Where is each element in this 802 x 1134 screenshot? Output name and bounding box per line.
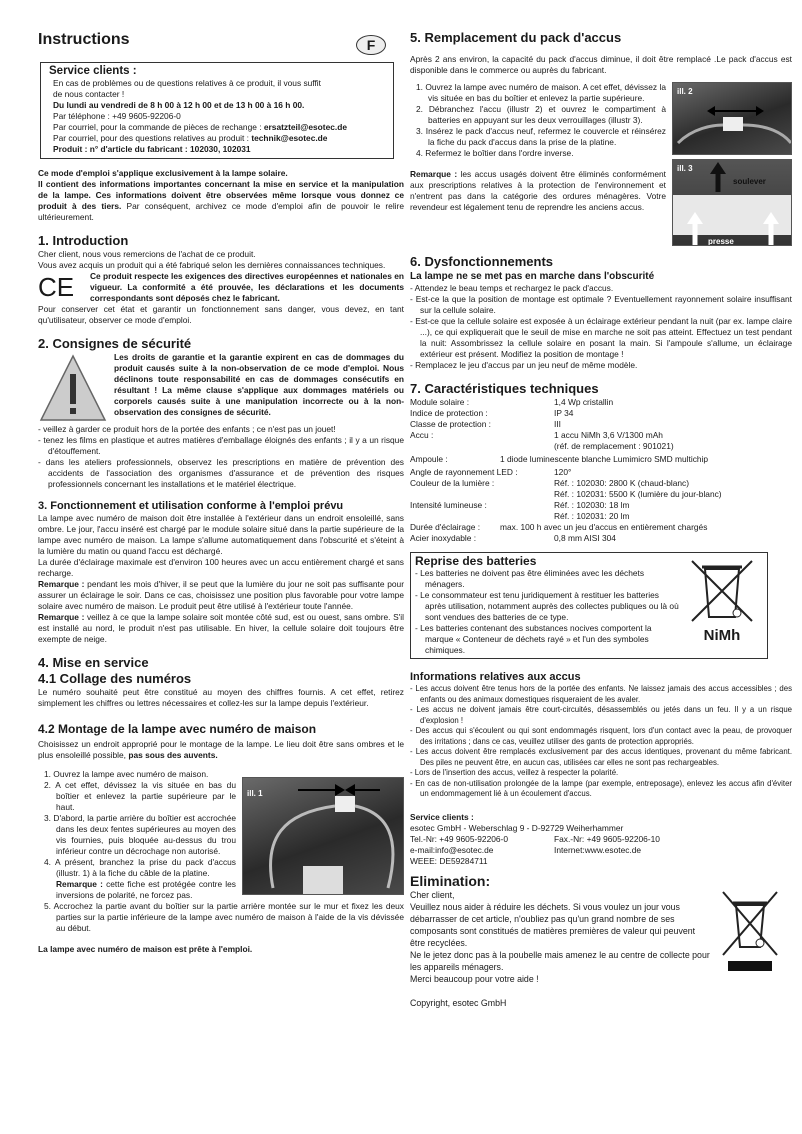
list-item: - En cas de non-utilisation prolongée de la lampe (par exemple, entreposage), enlevez les accus afin d'éviter un endommagement lié à un écoulement d'accus. xyxy=(410,778,792,798)
service-phone: Par téléphone : +49 9605-92206-0 xyxy=(53,111,181,121)
list-item: - Est-ce que la cellule solaire est exposée à un éclairage extérieur pendant la nuit (par ex. lampe claire ...), ce qui expliquerait que le seuil de mise en marche ne soit pas atteint. Effectuez un test pendant la nuit: Assombrissez la cellule solaire en posant la main. Si l'ampoule s'allume, un éclairage extérieur est présent. Modifiez la position de montage ! xyxy=(410,316,792,359)
spec-key: Module solaire : xyxy=(410,397,470,407)
spec-key: Ampoule : xyxy=(410,454,448,464)
spec-key: Acier inoxydable : xyxy=(410,533,477,543)
ready-text: La lampe avec numéro de maison est prête à l'emploi. xyxy=(38,944,253,954)
service-box xyxy=(40,62,394,159)
section-disposal: Elimination: xyxy=(410,872,491,889)
disposal-text: Ne le jetez donc pas à la poubelle mais amenez le au centre de collecte pour les appareils ménagers. xyxy=(410,949,710,972)
usage-text: La lampe avec numéro de maison doit être installée à l'extérieur dans un endroit ensoleillé, sans ombre. Le jour, l'accu inséré est chargé par le module solaire situé dans la partie supérieure de la lampe avec numéro de maison. La lampe s'allume automatiquement dans l'obscurité et s'éteint à la lumière du matin ou quand l'accu est déchargé. xyxy=(38,513,404,556)
service-heading: Service clients : xyxy=(49,65,137,77)
service-text: de nous contacter ! xyxy=(53,89,125,99)
list-item: - Le consommateur est tenu juridiquement à restituer les batteries après utilisation, notamment auprès des collectes publiques ou là où sont vendues des batteries de ce type. xyxy=(415,590,679,622)
copyright: Copyright, esotec GmbH xyxy=(410,997,507,1008)
spec-table xyxy=(410,397,792,544)
section-replace: 5. Remplacement du pack d'accus xyxy=(410,30,622,45)
disposal-text: Veuillez nous aider à réduire les déchets. Si vous voulez un jour vous débarrasser de cet article, n'oubliez pas qu'un grand nombre de ses composants sont constitués de matières premières de valeur qui peuvent être recyclées. xyxy=(410,901,696,948)
lift-label: soulever xyxy=(733,177,766,186)
step-item: 2. Débranchez l'accu (illustr 2) et ouvrez le compartiment à batteries en appuyant sur les deux verrouillages (illustr 3). xyxy=(416,104,666,125)
spec-key: Indice de protection : xyxy=(410,408,488,418)
list-item: - dans les ateliers professionnels, observez les prescriptions en matière de prévention des accidents de l'association des organismes d'assurance et de prévention des risques professionnels concernant les installations et le matériel électrique. xyxy=(38,457,404,489)
battery-heading: Reprise des batteries xyxy=(415,554,537,568)
intro-text: Pour conserver cet état et garantir un fonctionnement sans danger, vous devez, en tant qu'utilisateur, observer ce mode d'emploi. xyxy=(38,304,404,325)
list-item: - Les batteries ne doivent pas être éliminées avec les déchets ménagers. xyxy=(415,568,645,589)
section-trouble: 6. Dysfonctionnements xyxy=(410,254,554,269)
warning-triangle-icon xyxy=(38,352,108,424)
section-safety: 2. Consignes de sécurité xyxy=(38,336,192,351)
contact-heading: Service clients : xyxy=(410,811,474,822)
weee-number: WEEE: DE59284711 xyxy=(410,855,488,866)
spec-value: 120° xyxy=(554,467,572,477)
list-item: - Les accus ne doivent jamais être court-circuités, désassemblés ou jetés dans un feu. Il y a un risque d'explosion ! xyxy=(410,705,792,725)
step-item: 1. Ouvrez la lampe avec numéro de maison. A cet effet, dévissez la vis située en bas du boîtier et enlevez la partie supérieure. xyxy=(416,82,666,103)
service-text: En cas de problèmes ou de questions relatives à ce produit, il vous suffit xyxy=(53,78,321,88)
illustration-label: ill. 3 xyxy=(677,164,693,173)
usage-text: La durée d'éclairage maximale est d'environ 100 heures avec un accu entièrement chargé et sans recharge. xyxy=(38,557,404,578)
illustration-label: ill. 2 xyxy=(677,87,693,96)
spec-key: Angle de rayonnement LED : xyxy=(410,467,518,477)
step-item: 1. Ouvrez la lampe avec numéro de maison. xyxy=(44,769,209,779)
spec-value: 0,8 mm AISI 304 xyxy=(554,533,616,543)
step-item: 5. Accrochez la partie avant du boîtier sur la partie arrière montée sur le mur et fixez les deux parties sur la partie inférieure de la lampe avec numéro de maison à l'aide de la vis dévissée au début. xyxy=(44,901,404,933)
disposal-text: Cher client, xyxy=(410,889,455,900)
contact-block xyxy=(410,812,792,867)
section-introduction: 1. Introduction xyxy=(38,233,129,248)
section-usage: 3. Fonctionnement et utilisation conforme à l'emploi prévu xyxy=(38,500,344,512)
disposal-text: Merci beaucoup pour votre aide ! xyxy=(410,973,539,984)
illustration-1 xyxy=(242,777,404,895)
spec-key: Intensité lumineuse : xyxy=(410,500,487,510)
page-title: Instructions xyxy=(38,31,130,48)
note-label: Remarque : xyxy=(38,579,85,589)
step-item: 4. A présent, branchez la prise du pack d'accus (illustr. 1) à la fiche du câble de la platine. xyxy=(44,857,236,878)
list-item: - veillez à garder ce produit hors de la portée des enfants ; ce n'est pas un jouet! xyxy=(38,424,336,434)
spec-value: max. 100 h avec un jeu d'accus en entièrement chargés xyxy=(500,522,708,532)
section-specs: 7. Caractéristiques techniques xyxy=(410,381,599,396)
trouble-subheading: La lampe ne se met pas en marche dans l'obscurité xyxy=(410,271,655,282)
contact-website[interactable]: Internet:www.esotec.de xyxy=(554,844,642,855)
spec-value: Réf. : 102031: 20 lm xyxy=(554,511,630,521)
spec-value: 1 accu NiMh 3,6 V/1300 mAh xyxy=(554,430,663,440)
spec-key: Accu : xyxy=(410,430,434,440)
mail-label: Par courriel, pour la commande de pièces de rechange : xyxy=(53,122,264,132)
preface-text: Par conséquent, archivez ce mode d'emploi afin de pouvoir le relire ultérieurement. xyxy=(38,201,404,222)
intro-text: Cher client, nous vous remercions de l'achat de ce produit. xyxy=(38,249,256,259)
list-item: - tenez les films en plastique et autres matières d'emballage éloignés des enfants ; il y a un risque d'étouffement. xyxy=(38,435,404,456)
list-item: - Est-ce la que la position de montage est optimale ? Eventuellement rayonnement solaire insuffisant sur la cellule solaire. xyxy=(410,294,792,315)
spec-value: Réf. : 102030: 18 lm xyxy=(554,500,630,510)
nimh-symbol: NiMh xyxy=(703,627,741,644)
preface-bold: Il contient des informations importantes concernant la mise en service et la manipulation de la lampe. Ces informations doivent être observées même lorsque vous donnez ce produit à des tiers. xyxy=(38,179,404,211)
section-setup: 4. Mise en service xyxy=(38,655,149,670)
connector-arrows-icon xyxy=(243,778,404,895)
spec-value: (réf. de remplacement : 901021) xyxy=(554,441,674,451)
spec-value: Réf. : 102030: 2800 K (chaud-blanc) xyxy=(554,478,690,488)
step-item: 3. D'abord, la partie arrière du boîtier est accrochée dans les deux fentes supérieures au moyen des vis fournies, puis bloquée au-dessus du trou inférieur contre un décrochage non autorisé. xyxy=(44,813,236,856)
mail-label: Par courriel, pour des questions relatives au produit : xyxy=(53,133,252,143)
subsection-mounting: 4.2 Montage de la lampe avec numéro de maison xyxy=(38,722,317,736)
spec-key: Couleur de la lumière : xyxy=(410,478,495,488)
spec-value: 1 diode luminescente blanche Lumimicro SMD multichip xyxy=(500,454,709,464)
crossed-bin-icon xyxy=(687,555,757,625)
technical-email[interactable]: technik@esotec.de xyxy=(251,133,328,143)
list-item: - Attendez le beau temps et rechargez le pack d'accus. xyxy=(410,283,614,293)
usage-note: veillez à ce que la lampe solaire soit montée côté sud, est ou ouest, sans ombre. S'il est installé au nord, le produit n'est pas utilisable. En hiver, la cellule solaire doit toujours être exempte de neige. xyxy=(38,612,404,644)
language-badge: F xyxy=(356,35,386,55)
preface-bold: Ce mode d'emploi s'applique exclusivement à la lampe solaire. xyxy=(38,168,288,178)
step-item: 2. A cet effet, dévissez la vis située en bas du boîtier et enlevez la partie supérieure par le haut. xyxy=(44,780,236,812)
setup-bold: pas sous des auvents. xyxy=(128,750,218,760)
note-label: Remarque : xyxy=(38,612,85,622)
contact-address: esotec GmbH - Weberschlag 9 - D-92729 Weiherhammer xyxy=(410,822,624,833)
spec-value: IP 34 xyxy=(554,408,574,418)
spec-value: III xyxy=(554,419,561,429)
illustration-2 xyxy=(672,82,792,155)
spec-key xyxy=(410,489,554,500)
weee-bin-icon xyxy=(720,887,780,977)
note-label: Remarque : xyxy=(56,879,103,889)
note-label: Remarque : xyxy=(410,169,458,179)
usage-note: pendant les mois d'hiver, il se peut que la lumière du jour ne soit pas suffisante pour assurer un éclairage le soir. Dans ce cas, choisissez une position plus favorable pour votre lampe solaire avec numéro de maison. Le produit peut être utilisé à l'extérieur toute l'année. xyxy=(38,579,404,611)
spec-key xyxy=(410,511,554,522)
spec-key xyxy=(410,441,554,452)
setup-text: Le numéro souhaité peut être constitué au moyen des chiffres fournis. A cet effet, retirez simplement les chiffres ou lettres nécessaires et collez-les sur la lampe depuis l'extérieur. xyxy=(38,687,404,708)
spec-key: Durée d'éclairage : xyxy=(410,522,481,532)
ce-text: Ce produit respecte les exigences des directives européennes et nationales en vigueur. La conformité a été prouvée, les déclarations et les documents correspondants sont déposés chez le fabricant. xyxy=(90,271,404,303)
battery-return-box xyxy=(410,552,768,659)
setup-text: Choisissez un endroit approprié pour le montage de la lampe. Le lieu doit être sans ombres et le plus ensoleillé possible, xyxy=(38,739,404,760)
spec-key: Classe de protection : xyxy=(410,419,492,429)
list-item: - Les batteries contenant des substances nocives comportent la marque « Conteneur de déchets rayé » et l'un des symboles chimiques. xyxy=(415,623,652,655)
contact-fax: Fax.-Nr: +49 9605-92206-10 xyxy=(554,833,660,844)
contact-phone: Tel.-Nr: +49 9605-92206-0 xyxy=(410,833,508,844)
replace-note: les accus usagés doivent être éliminés conformément aux prescriptions relatives à la protection de l'environnement et n'entrent pas dans la catégorie des ordures ménagères. Votre revendeur est légalement tenu de reprendre les anciens accus. xyxy=(410,169,666,212)
spec-value: Réf. : 102031: 5500 K (lumière du jour-blanc) xyxy=(554,489,722,499)
intro-text: Vous avez acquis un produit qui a été fabriqué selon les dernières connaissances techniques. xyxy=(38,260,386,270)
spec-value: 1,4 Wp cristallin xyxy=(554,397,614,407)
ce-mark-icon: CE xyxy=(38,272,75,302)
press-label: presse xyxy=(708,237,734,246)
step-note: cette fiche est protégée contre les inversions de polarité, ne forcez pas. xyxy=(56,879,236,900)
step-item: 4. Refermez le boîtier dans l'ordre inverse. xyxy=(416,148,574,158)
illustration-label: ill. 1 xyxy=(247,789,263,798)
safety-warning: Les droits de garantie et la garantie expirent en cas de dommages du produit causés suite à la non-observation de ce mode d'emploi. Nous déclinons toute responsabilité en cas de dommages consécutifs en résultant ! La même clause s'applique aux dommages matériels ou corporels causés suite à une manipulation incorrecte ou à la non-observation des consignes de sécurité. xyxy=(114,352,404,417)
service-hours: Du lundi au vendredi de 8 h 00 à 12 h 00 et de 13 h 00 à 16 h 00. xyxy=(53,100,305,110)
list-item: - Les accus doivent être tenus hors de la portée des enfants. Ne laissez jamais des accus accessibles ; des enfants ou des animaux domestiques risqueraient de les avaler. xyxy=(410,684,792,704)
step-item: 3. Insérez le pack d'accus neuf, refermez le couvercle et réinsérez la fiche du pack d'accus dans la prise de la platine. xyxy=(416,126,666,147)
replace-text: Après 2 ans environ, la capacité du pack d'accus diminue, il doit être remplacé .Le pack d'accus est disponible dans le commerce ou auprès du fabricant. xyxy=(410,54,792,75)
list-item: - Remplacez le jeu d'accus par un jeu neuf de même modèle. xyxy=(410,360,638,370)
list-item: - Les accus doivent être remplacés exclusivement par des accus identiques, provenant du même fabricant. Des piles ne peuvent être, en aucun cas, utilisées car elles ne sont pas rechargeables. xyxy=(410,747,792,767)
section-accu-info: Informations relatives aux accus xyxy=(410,671,581,683)
spare-parts-email[interactable]: ersatzteil@esotec.de xyxy=(263,122,348,132)
subsection-numbers: 4.1 Collage des numéros xyxy=(38,671,192,686)
list-item: - Des accus qui s'écoulent ou qui sont endommagés risquent, lors d'un contact avec la peau, de provoquer des irritations ; dans ce cas, veuillez utiliser des gants de protection appropriés. xyxy=(410,726,792,746)
contact-email[interactable]: e-mail:info@esotec.de xyxy=(410,844,494,855)
illustration-3 xyxy=(672,159,792,246)
product-number: Produit : n° d'article du fabricant : 102030, 102031 xyxy=(53,144,251,154)
list-item: - Lors de l'insertion des accus, veillez à respecter la polarité. xyxy=(410,768,619,777)
